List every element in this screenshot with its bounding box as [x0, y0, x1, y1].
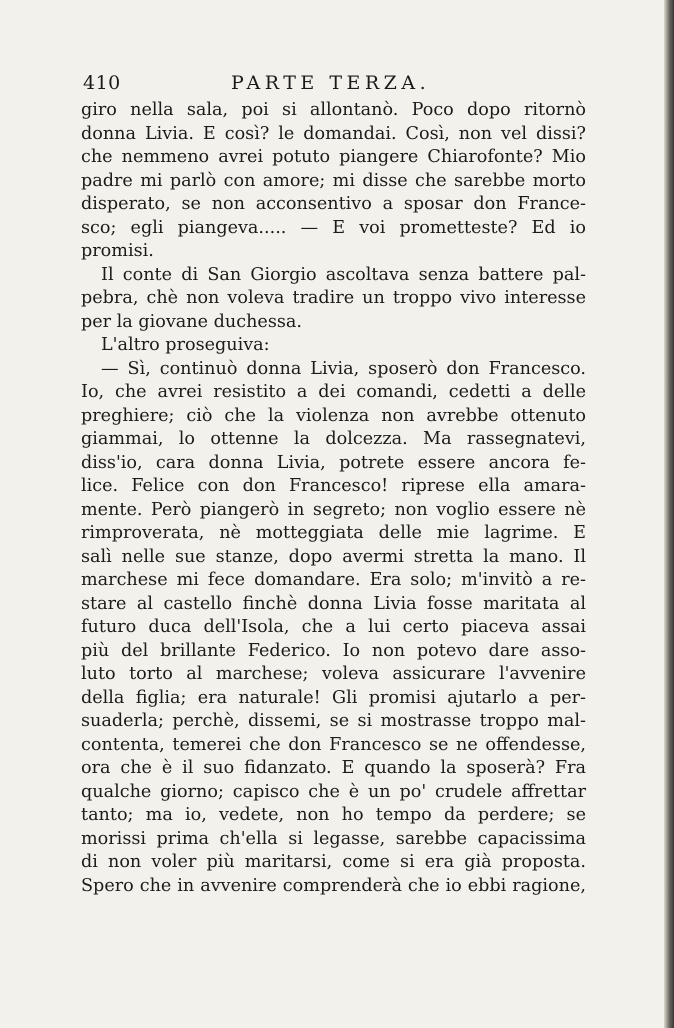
text-line: tanto; ma io, vedete, non ho tempo da perdere; se: [81, 805, 586, 825]
text-line: padre mi parlò con amore; mi disse che sarebbe morto: [81, 170, 586, 191]
text-line: ora che è il suo fidanzato. E quando la sposerà? Fra: [81, 758, 586, 778]
text-line: giro nella sala, poi si allontanò. Poco dopo ritornò: [81, 100, 586, 120]
text-line: L'altro proseguiva:: [101, 335, 270, 355]
text-line: che nemmeno avrei potuto piangere Chiarofonte? Mio: [81, 147, 586, 167]
text-line: salì nelle sue stanze, dopo avermi stretta la mano. Il: [81, 546, 586, 567]
text-line: per la giovane duchessa.: [81, 311, 302, 332]
text-line: di non voler più maritarsi, come si era già proposta.: [81, 852, 586, 872]
text-line: Spero che in avvenire comprenderà che io ebbi ragione,: [81, 875, 586, 896]
text-line: luto torto al marchese; voleva assicurare l'avvenire: [81, 664, 586, 684]
text-line: promisi.: [81, 241, 154, 261]
text-line: sco; egli piangeva..... — E voi prometteste? Ed io: [81, 217, 586, 238]
text-line: lice. Felice con don Francesco! riprese ella amara-: [81, 476, 586, 496]
text-line: preghiere; ciò che la violenza non avrebbe ottenuto: [81, 405, 586, 426]
text-line: Io, che avrei resistito a dei comandi, cedetti a delle: [81, 382, 586, 402]
body-text: [81, 99, 586, 898]
text-line: diss'io, cara donna Livia, potrete essere ancora fe-: [81, 452, 586, 473]
text-line: contenta, temerei che don Francesco se ne offendesse,: [81, 734, 586, 755]
text-line: rimproverata, nè motteggiata delle mie lagrime. E: [81, 523, 586, 543]
text-line: più del brillante Federico. Io non potevo dare asso-: [81, 640, 586, 661]
running-title: PARTE TERZA.: [231, 72, 431, 94]
text-line: qualche giorno; capisco che è un po' crudele affrettar: [81, 781, 586, 802]
text-line: della figlia; era naturale! Gli promisi ajutarlo a per-: [81, 687, 586, 708]
text-line: donna Livia. E così? le domandai. Così, non vel dissi?: [81, 123, 586, 144]
text-line: suaderla; perchè, dissemi, se si mostrasse troppo mal-: [81, 711, 586, 731]
text-line: futuro duca dell'Isola, che a lui certo piaceva assai: [81, 617, 586, 637]
page-edge-shadow: [664, 0, 674, 1028]
page-header: [83, 72, 583, 96]
text-line: marchese mi fece domandare. Era solo; m'invitò a re-: [81, 570, 586, 590]
text-line: pebra, chè non voleva tradire un troppo vivo interesse: [81, 288, 586, 308]
text-line: giammai, lo ottenne la dolcezza. Ma rassegnatevi,: [81, 429, 586, 449]
text-line: mente. Però piangerò in segreto; non voglio essere nè: [81, 499, 586, 520]
text-line: Il conte di San Giorgio ascoltava senza battere pal-: [101, 264, 586, 285]
text-line: stare al castello finchè donna Livia fosse maritata al: [81, 593, 586, 614]
text-line: disperato, se non acconsentivo a sposar don France-: [81, 194, 586, 214]
text-line: — Sì, continuò donna Livia, sposerò don Francesco.: [101, 358, 586, 379]
text-line: morissi prima ch'ella si legasse, sarebbe capacissima: [81, 828, 586, 849]
page-number: 410: [83, 72, 121, 94]
